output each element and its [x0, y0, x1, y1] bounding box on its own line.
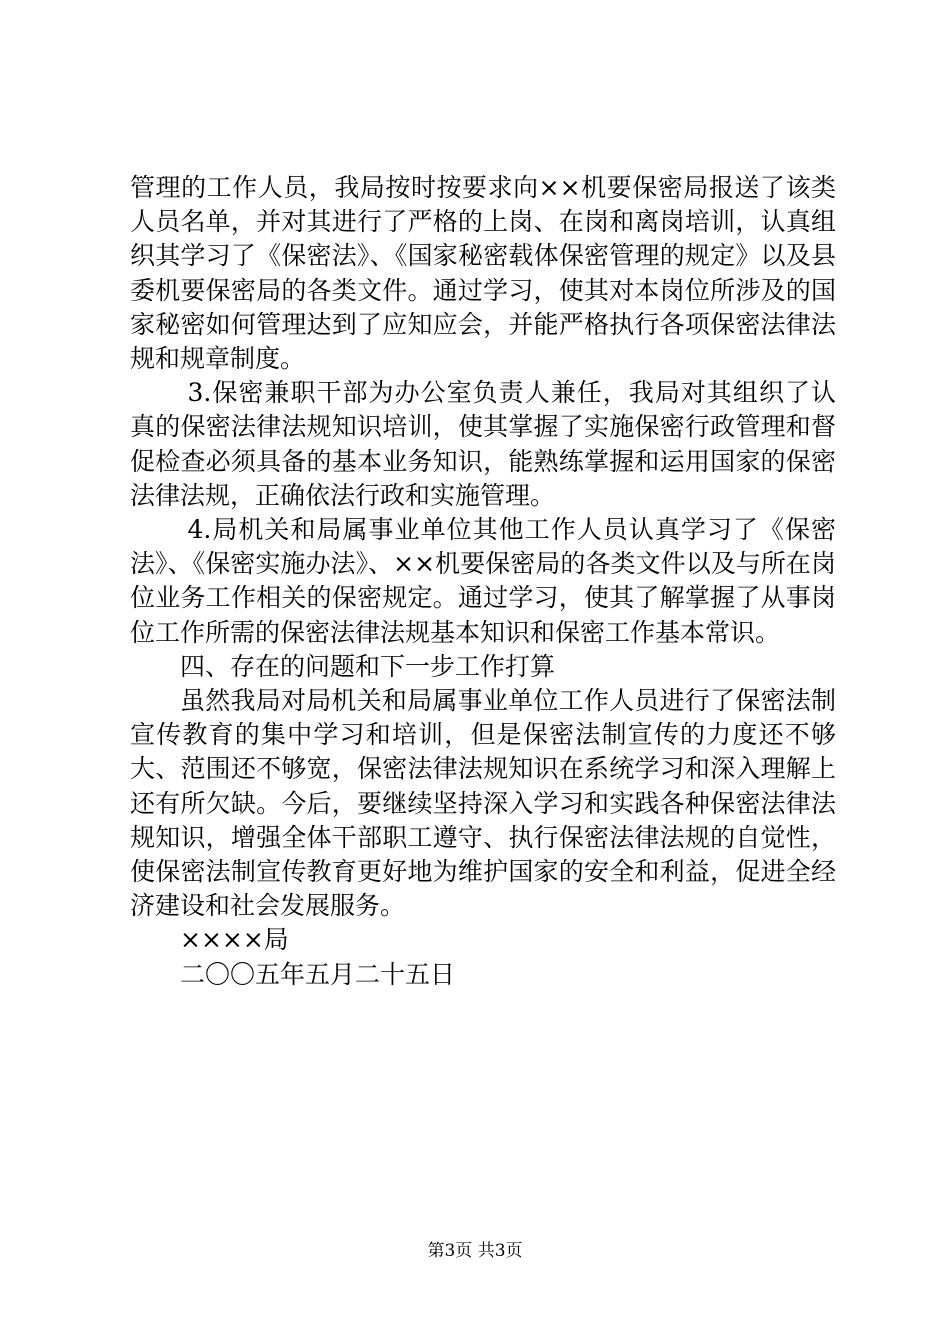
page-number: 第3页 共3页 [427, 1241, 523, 1261]
signature-organization: ××××局 [180, 925, 289, 955]
paragraph-problems-plan: 虽然我局对局机关和局属事业单位工作人员进行了保密法制宣传教育的集中学习和培训，但是保密法制宣传的力度还不够大、范围还不够宽，保密法律法规知识在系统学习和深入理解上还有所欠缺。今后，要继续坚持深入学习和实践各种保密法律法规知识，增强全体干部职工遵守、执行保密法律法规的自觉性，使保密法制宣传教育更好地为维护国家的安全和利益，促进全经济建设和社会发展服务。 [130, 686, 836, 921]
paragraph-item-4: 4.局机关和局属事业单位其他工作人员认真学习了《保密法》、《保密实施办法》、××机要保密局的各类文件以及与所在岗位业务工作相关的保密规定。通过学习，使其了解掌握了从事岗位工作所需的保密法律法规基本知识和保密工作基本常识。 [130, 515, 836, 647]
document-body [130, 171, 836, 992]
paragraph-item-3: 3.保密兼职干部为办公室负责人兼任，我局对其组织了认真的保密法律法规知识培训，使其掌握了实施保密行政管理和督促检查必须具备的基本业务知识，能熟练掌握和运用国家的保密法律法规，正确依法行政和实施管理。 [130, 378, 836, 510]
paragraph-continuation: 管理的工作人员，我局按时按要求向××机要保密局报送了该类人员名单，并对其进行了严格的上岗、在岗和离岗培训，认真组织其学习了《保密法》、《国家秘密载体保密管理的规定》以及县委机要保密局的各类文件。通过学习，使其对本岗位所涉及的国家秘密如何管理达到了应知应会，并能严格执行各项保密法律法规和规章制度。 [130, 173, 836, 374]
signature-date: 二〇〇五年五月二十五日 [180, 959, 456, 989]
section-heading-4: 四、存在的问题和下一步工作打算 [180, 651, 556, 681]
page-footer [0, 1239, 950, 1263]
